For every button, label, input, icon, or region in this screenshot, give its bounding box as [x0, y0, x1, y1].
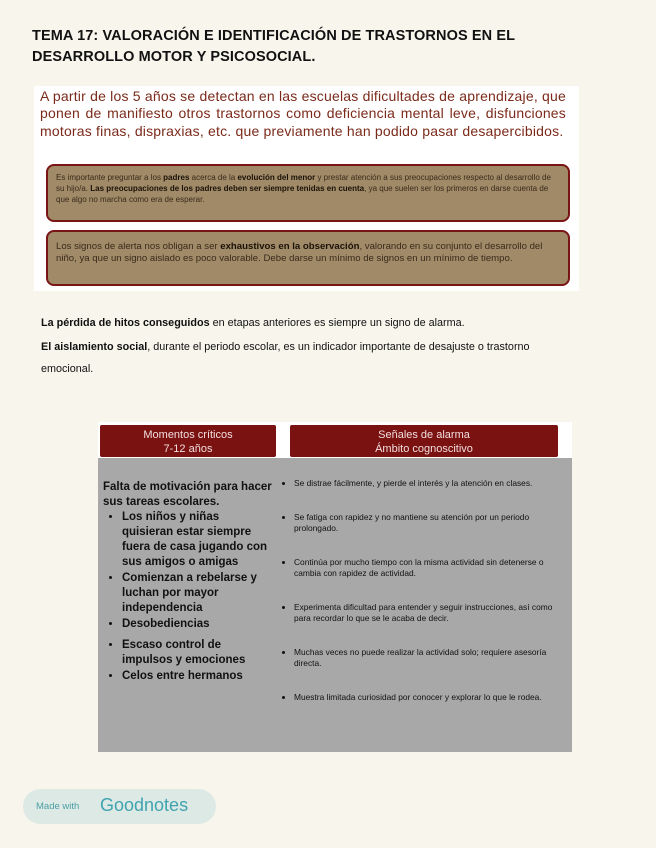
table-header-alarm-signals: Señales de alarma Ámbito cognoscitivo	[290, 425, 558, 457]
critical-moments-column	[103, 480, 273, 685]
milestone-loss-paragraph: La pérdida de hitos conseguidos en etapas anteriores es siempre un signo de alarma.	[41, 317, 465, 329]
motivation-text: Falta de motivación para hacer sus tareas escolares.	[103, 481, 272, 508]
list-item: • Desobediencias	[122, 617, 273, 632]
list-item: • Comienzan a rebelarse y luchan por mayor independencia	[122, 571, 273, 616]
intro-paragraph: A partir de los 5 años se detectan en las escuelas dificultades de aprendizaje, que ponen de manifiesto otros trastornos como deficiencia mental leve, disfunciones motoras finas, dispraxias, etc. que previamente han podido pasar desapercibidos.	[40, 88, 566, 139]
alert-signs-box: Los signos de alerta nos obligan a ser exhaustivos en la observación, valorando en su conjunto el desarrollo del niño, ya que un signo aislado es poco valorable. Debe darse un mínimo de signos en un mínimo de tiempo.	[46, 230, 570, 286]
list-item: • Continúa por mucho tiempo con la misma actividad sin detenerse o cambia con rapidez de actividad.	[294, 557, 568, 579]
page-title: TEMA 17: VALORACIÓN E IDENTIFICACIÓN DE TRASTORNOS EN EL DESARROLLO MOTOR Y PSICOSOCIAL.	[32, 28, 515, 65]
badge-made-with: Made with	[36, 801, 80, 812]
table-header-critical-moments: Momentos críticos 7-12 años	[100, 425, 276, 457]
list-item: • Experimenta dificultad para entender y seguir instrucciones, así como para recordar lo que se le acaba de decir.	[294, 602, 568, 624]
list-item: • Escaso control de impulsos y emociones	[122, 638, 273, 668]
list-item: • Se fatiga con rapidez y no mantiene su atención por un periodo prolongado.	[294, 512, 568, 534]
table-body	[98, 458, 572, 752]
list-item: • Celos entre hermanos	[122, 669, 273, 684]
alarm-signs-table	[98, 422, 572, 752]
list-item: • Muestra limitada curiosidad por conocer y explorar lo que le rodea.	[294, 692, 568, 703]
list-item: • Los niños y niñas quisieran estar siempre fuera de casa jugando con sus amigos o amigas	[122, 510, 273, 570]
parents-note-box: Es importante preguntar a los padres acerca de la evolución del menor y prestar atención a sus preocupaciones respecto al desarrollo de su hijo/a. Las preocupaciones de los padres deben ser siempre tenidas en cuenta, ya que suelen ser los primeros en darse cuenta de que algo no marcha como era de esperar.	[46, 164, 570, 222]
alarm-signals-column	[278, 478, 568, 726]
list-item: • Muchas veces no puede realizar la actividad solo; requiere asesoría directa.	[294, 647, 568, 669]
goodnotes-logo: Goodnotes	[100, 795, 189, 815]
info-image	[34, 86, 579, 291]
social-isolation-paragraph: El aislamiento social, durante el periodo escolar, es un indicador importante de desajuste o trastorno emocional.	[41, 341, 530, 375]
list-item: • Se distrae fácilmente, y pierde el interés y la atención en clases.	[294, 478, 568, 489]
goodnotes-badge[interactable]	[23, 789, 216, 824]
